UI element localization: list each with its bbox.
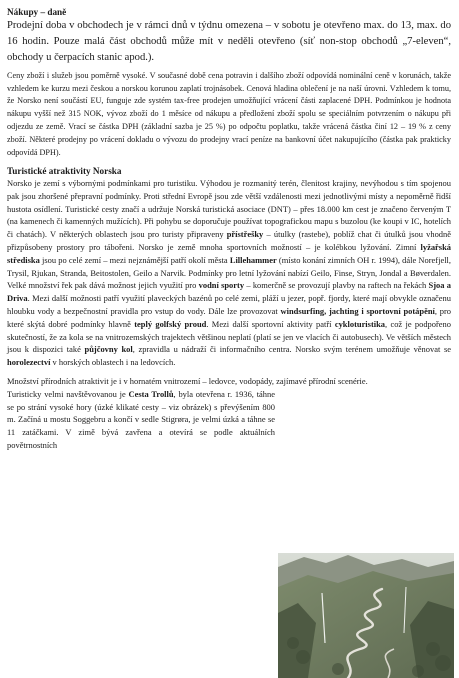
shopping-intro-paragraph: Prodejní doba v obchodech je v rámci dnů v týdnu omezena – v sobotu je otevřeno max. do 13, max. do 16 hodin. Pouze malá část obchodů může mít v neděli otevřeno (síť non-stop obchodů „7-eleven“, obchody u čerpacích stanic apod.). bbox=[7, 20, 451, 64]
tourism-text: jsou po celé zemí – mezi nejznámější patří okolí města bbox=[39, 254, 230, 265]
shopping-details-paragraph: Ceny zboží i služeb jsou poměrně vysoké. V současné době cena potravin i dalšího zboží odpovídá nominální ceně v korunách, takže vzhledem ke kurzu mezi českou a norskou korunou zaplatí trojnásobek. Cenová hladina oblečení je na naší úrovni. Vzhledem k tomu, že Norsko není součástí EU, funguje zde systém tax-free prodejen umožňující vrácení části zaplacené DPH. Podmínkou je hodnota nákupu vyšší než 315 NOK, vývoz zboží do 1 měsíce od nákupu a předložení zboží spolu se speciálním potvrzením o nákupu při odjezdu ze země. Vrací se částka DPH (základní sazba je 25 %) po odpočtu poplatku, takže vrácená částka činí 12 – 19 % z ceny zboží. Některé prodejny po vrácení dokladu o vývozu do prodejny vrací peníze na bankovní účet nakupujícího (částka pak prakticky odpovídá DPH). bbox=[7, 70, 451, 158]
tourism-bold-windsurfing: windsurfing, jachting i sportovní potápění bbox=[280, 305, 435, 316]
tourism-text: v horských oblastech i na ledovcích. bbox=[50, 357, 176, 368]
tourism-bold-rivers: Sjoa a Driva bbox=[7, 280, 451, 304]
tourism-text: . Mezi další sportovní aktivity patří bbox=[206, 318, 335, 329]
troll-road-bold-name: Cesta Trollů bbox=[128, 388, 174, 399]
troll-road-text: , byla otevřena r. 1936, táhne se po strání vysoké hory (úzké klikaté cesty – viz obrázek) s převýšením 800 m. Začíná u mostu Soggebru a končí v sedle Stigrøra, je velmi úzká a táhne se 11 zatáčkami. V zimě bývá zavřena a otevírá se podle aktuálních povětrnostních bbox=[7, 388, 275, 450]
tourism-bold-bike-rental: půjčovny kol bbox=[84, 344, 133, 355]
troll-road-paragraph bbox=[7, 388, 275, 452]
tourism-bold-gulf-stream: teplý golfský proud bbox=[134, 318, 207, 329]
tourism-bold-lillehammer: Lillehammer bbox=[229, 254, 277, 265]
tourism-text: Norsko je zemí s výbornými podmínkami pro turistiku. Výhodou je rozmanitý terén, členitost krajiny, nevýhodou s tím spojenou pak jsou zhoršené přepravní podmínky. Proti střední Evropě jsou zde větší vzdálenosti mezi jednotlivými místy a nepoměrně řidší hustota osídlení. Turistické cesty značí a udržuje Norská turistická asociace (DNT) – přes 18.000 km cest je značeno červeným T (na kamenech či kamenných mužících). Při pohybu se doporučuje používat topografickou mapu s buzolou (ke koupi v IC, hotelích či chatách). V některých oblastech jsou pro turisty připraveny bbox=[7, 177, 451, 240]
tourism-text: , pro které skýtá dobré podmínky hlavně bbox=[7, 305, 452, 329]
tourism-bold-ski-resorts: lyžařská střediska bbox=[7, 241, 451, 265]
tourism-text: – útulky (rastebe), poblíž chat či útulků jsou vhodně přizpůsobeny prostory pro tábořeni. Norsko je země mnoha sportovních možností – je kolébkou lyžování. Zimní bbox=[7, 229, 451, 252]
troll-road-text: Turisticky velmi navštěvovanou je bbox=[7, 388, 129, 399]
tourism-text: (místo konání zimních OH r. 1994), dále Norefjell, Trysil, Rjukan, Stranda, Beitostolen, Geilo a Narvik. Podmínky pro letní lyžování nabízí Geilo, Finse, Stryn, Jondal a Bøverdalen. Velké množství řek pak dává možnost jejich využití pro bbox=[7, 254, 451, 291]
tourism-paragraph bbox=[7, 177, 451, 369]
tourism-bold-climbing: horolezectví bbox=[7, 357, 51, 368]
nature-intro-paragraph: Množství přírodních atraktivit je i v hornatém vnitrozemí – ledovce, vodopády, zajímavé přírodní scenérie. bbox=[7, 375, 368, 386]
tourism-bold-water-sports: vodní sporty bbox=[198, 280, 245, 291]
tourism-text: , což je podpořeno skutečností, že za kola se na vnitrozemských trajektech většinou neplatí (platí se jen ve vlacích či autobusech). Ve větších městech jsou k dispozici také bbox=[7, 318, 451, 355]
shopping-heading: Nákupy – daně bbox=[7, 7, 67, 17]
tourism-text: . Mezi další možnosti patří využití plaveckých bazénů po celé zemi, pláží u jezer, popř. fjordy, které mají obvykle označenu hloubku vody a bezpečnostní pravidla pro vstup do vody. Dále lze provozovat bbox=[7, 293, 451, 316]
tourism-bold-shelters: přístřešky bbox=[226, 229, 264, 240]
tourism-heading: Turistické atraktivity Norska bbox=[7, 165, 122, 176]
tourism-bold-cycling: cykloturistika bbox=[334, 318, 386, 329]
tourism-text: – komerčně se provozují plavby na raftech na řekách bbox=[244, 280, 429, 291]
tourism-text: , zpravidla u nádraží či informačního centra. Norsko svým terénem umožňuje věnovat se bbox=[132, 344, 451, 355]
trollstigen-road-photo bbox=[278, 553, 454, 678]
